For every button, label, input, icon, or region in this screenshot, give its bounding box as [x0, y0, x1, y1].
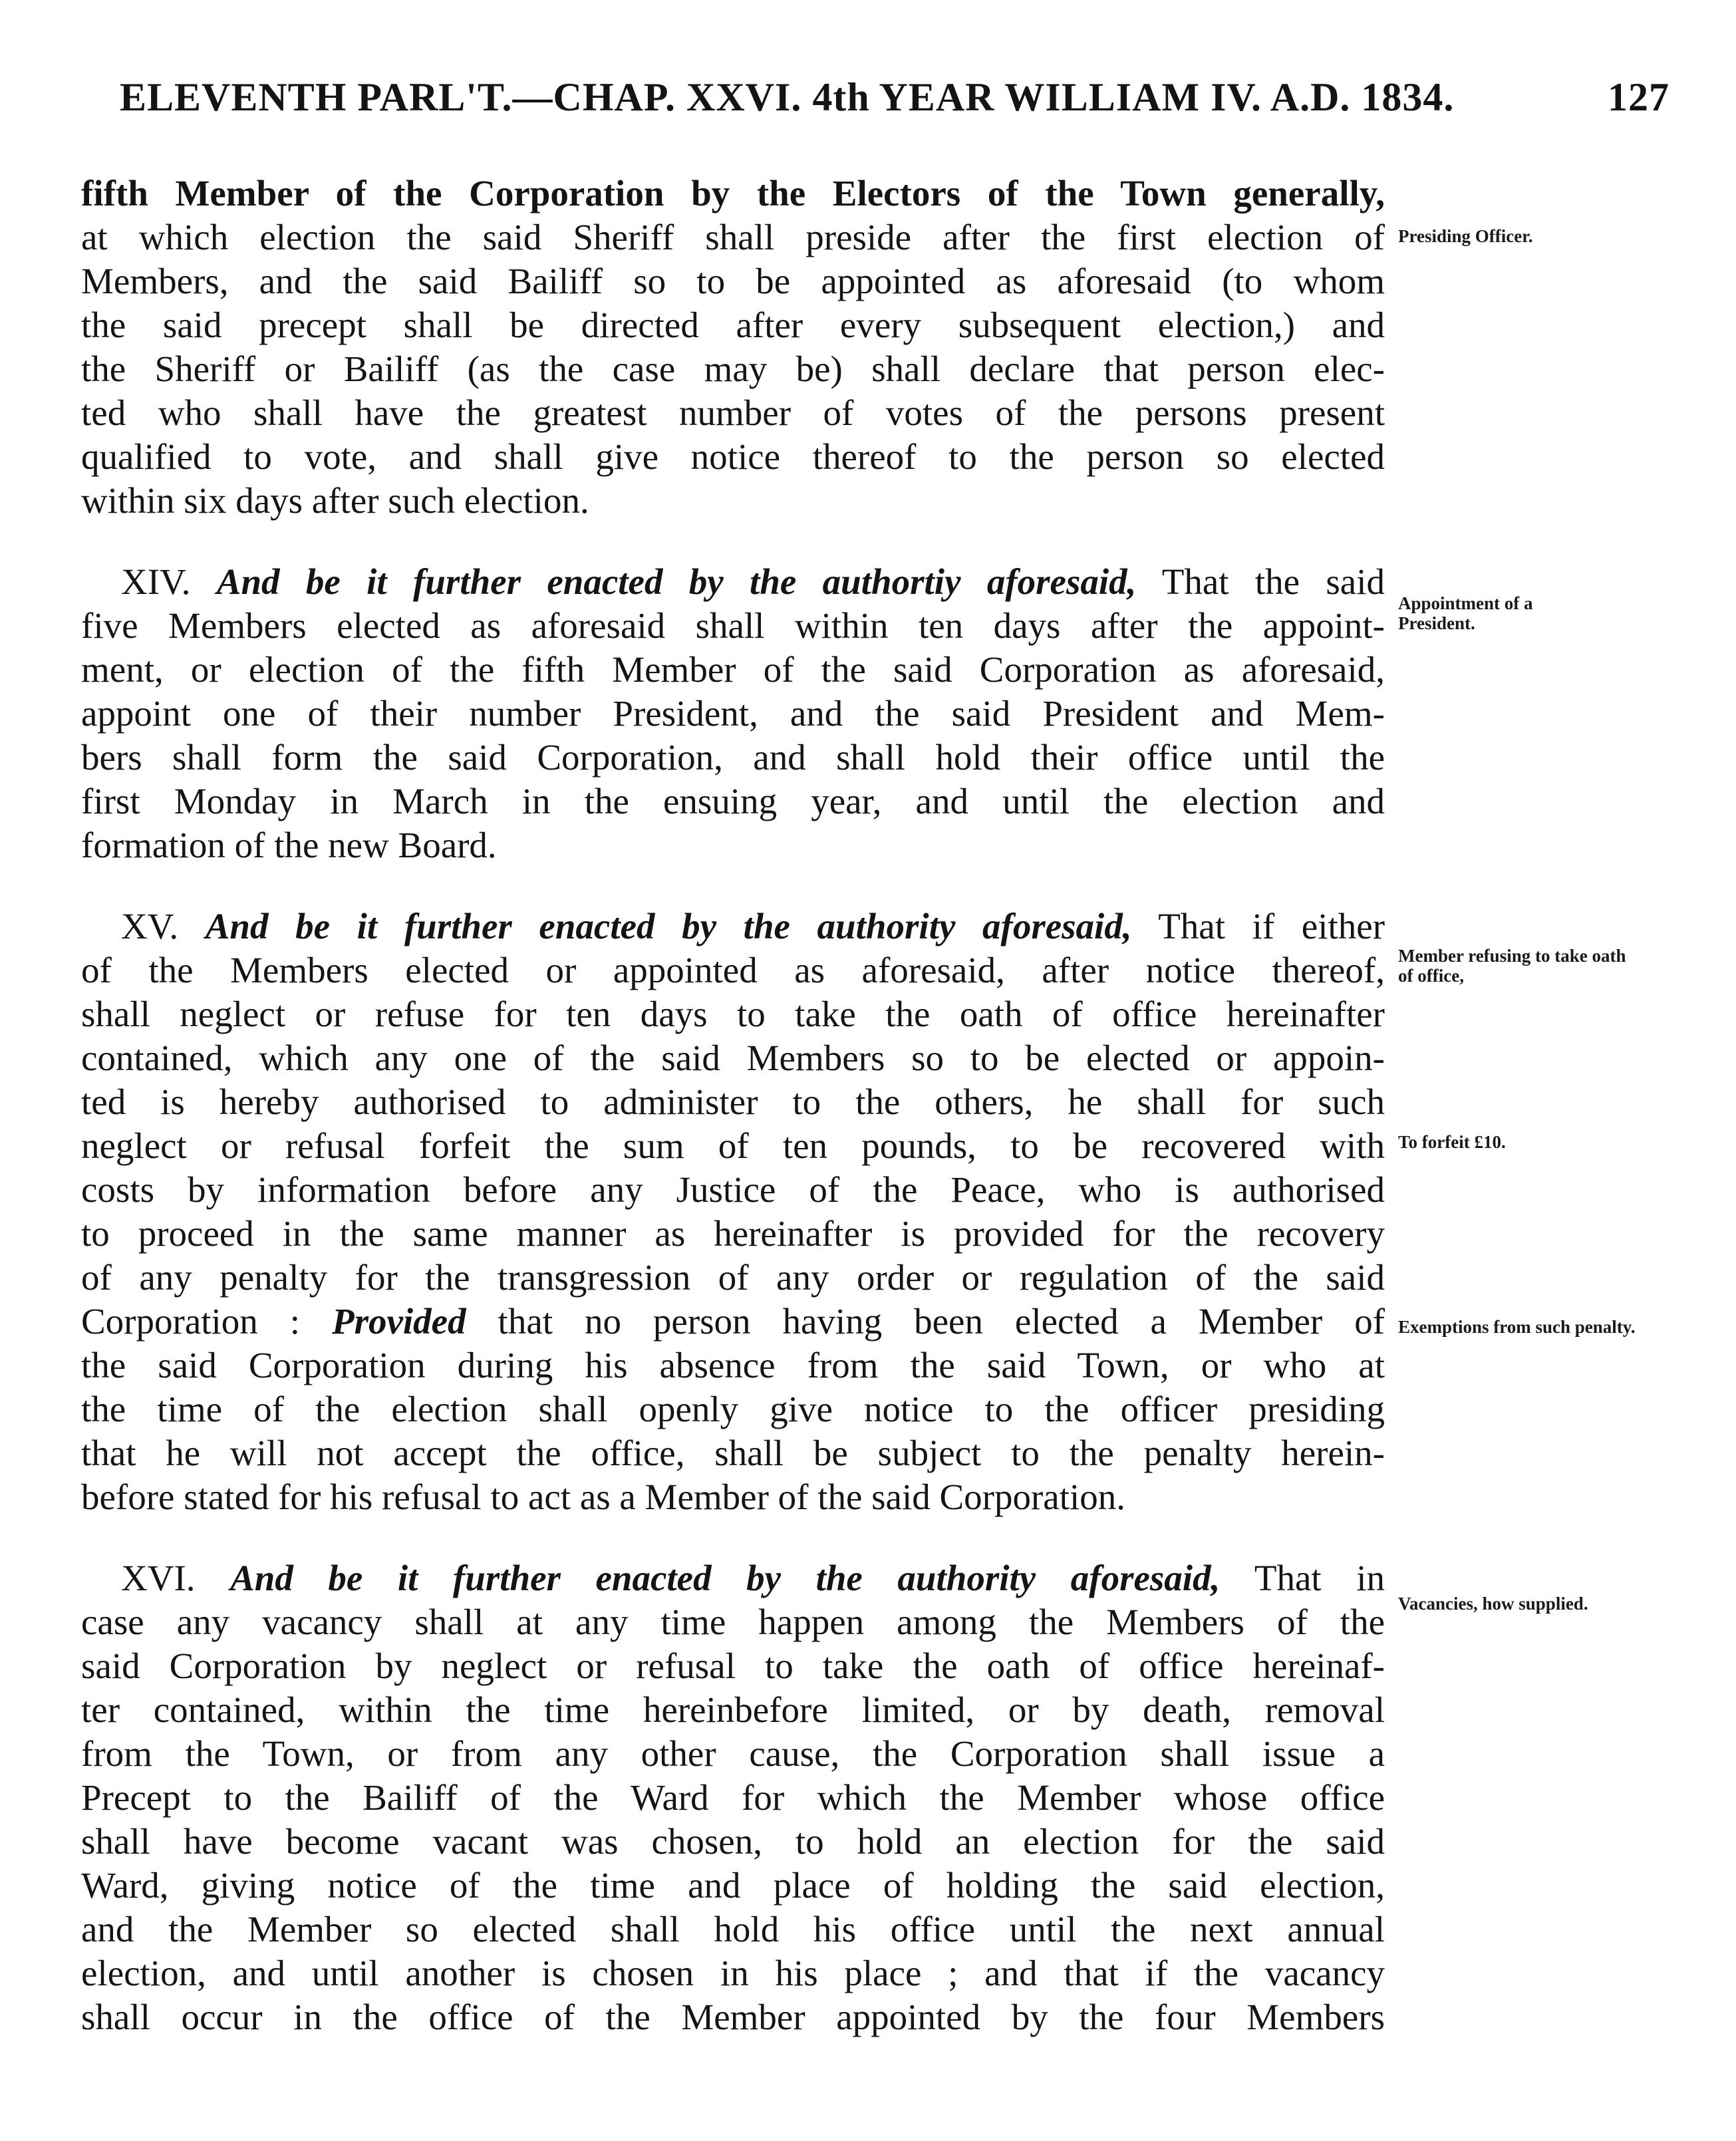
margin-note-presiding-officer: Presiding Officer.: [1398, 226, 1533, 246]
text-line: bers shall form the said Corporation, and shall hold their office until the: [81, 737, 1385, 778]
margin-note-forfeit: To forfeit £10.: [1398, 1132, 1506, 1152]
section-first-line: [81, 1556, 1385, 1600]
clause-text: Corporation :: [81, 1301, 301, 1342]
text-line: election, and until another is chosen in his place ; and that if the vacancy: [81, 1953, 1385, 1993]
proviso-word: Provided: [331, 1301, 466, 1342]
clause-text: That the said: [1161, 561, 1385, 602]
section-number: XV.: [121, 906, 179, 946]
text-line: costs by information before any Justice of the Peace, who is authorised: [81, 1169, 1385, 1210]
enacting-clause: And be it further enacted by the authority aforesaid,: [205, 906, 1132, 946]
text-line: and the Member so elected shall hold his office until the next annual: [81, 1909, 1385, 1949]
text-line: said Corporation by neglect or refusal to take the oath of office hereinaf-: [81, 1645, 1385, 1686]
text-line: five Members elected as aforesaid shall within ten days after the appoint-: [81, 605, 1385, 646]
text-line: first Monday in March in the ensuing year, and until the election and: [81, 781, 1385, 821]
text-line: ted who shall have the greatest number of votes of the persons present: [81, 392, 1385, 433]
clause-text: That if either: [1158, 906, 1385, 946]
margin-note-vacancies: Vacancies, how supplied.: [1398, 1594, 1588, 1614]
text-line: qualified to vote, and shall give notice thereof to the person so elected: [81, 436, 1385, 477]
section-number: XVI.: [121, 1558, 196, 1598]
page-header: [120, 74, 1669, 128]
text-line: from the Town, or from any other cause, the Corporation shall issue a: [81, 1733, 1385, 1774]
text-line: case any vacancy shall at any time happen among the Members of the: [81, 1602, 1385, 1642]
text-line: fifth Member of the Corporation by the Electors of the Town generally,: [81, 173, 1385, 214]
text-line: ted is hereby authorised to administer to the others, he shall for such: [81, 1081, 1385, 1122]
text-line: the said precept shall be directed after every subsequent election,) and: [81, 305, 1385, 345]
enacting-clause: And be it further enacted by the authority aforesaid,: [230, 1558, 1221, 1598]
text-line: shall have become vacant was chosen, to hold an election for the said: [81, 1821, 1385, 1862]
section-number: XIV.: [121, 561, 191, 602]
section-first-line: [81, 905, 1385, 948]
text-line: the said Corporation during his absence from the said Town, or who at: [81, 1345, 1385, 1385]
proviso-line: [81, 1300, 1385, 1344]
text-line: Ward, giving notice of the time and place of holding the said election,: [81, 1865, 1385, 1906]
text-line: contained, which any one of the said Members so to be elected or appoin-: [81, 1038, 1385, 1078]
enacting-clause: And be it further enacted by the authortiy aforesaid,: [216, 561, 1137, 602]
text-line: ter contained, within the time hereinbefore limited, or by death, removal: [81, 1689, 1385, 1730]
section-xvi: [81, 1556, 1385, 2039]
body-text: [81, 172, 1385, 2039]
text-line: before stated for his refusal to act as a Member of the said Corporation.: [81, 1477, 1126, 1517]
section-xv: [81, 905, 1385, 1519]
section-xiv: [81, 560, 1385, 867]
margin-note-refusing-oath: Member refusing to take oath of office,: [1398, 946, 1626, 986]
text-line: Precept to the Bailiff of the Ward for which the Member whose office: [81, 1777, 1385, 1818]
text-line: of any penalty for the transgression of any order or regulation of the said: [81, 1257, 1385, 1298]
paragraph-continued: [81, 172, 1385, 523]
text-line: the time of the election shall openly give notice to the officer presiding: [81, 1389, 1385, 1429]
page-number: 127: [1608, 75, 1669, 119]
text-line: ment, or election of the fifth Member of the said Corporation as aforesaid,: [81, 649, 1385, 690]
running-head: ELEVENTH PARL'T.—CHAP. XXVI. 4th YEAR WILLIAM IV. A.D. 1834.: [120, 75, 1455, 119]
text-line: appoint one of their number President, and the said President and Mem-: [81, 693, 1385, 734]
text-line: to proceed in the same manner as hereinafter is provided for the recovery: [81, 1213, 1385, 1254]
margin-note-president: Appointment of a President.: [1398, 593, 1533, 633]
text-line: that he will not accept the office, shall be subject to the penalty herein-: [81, 1433, 1385, 1473]
text-line: within six days after such election.: [81, 480, 589, 521]
margin-note-exemptions: Exemptions from such penalty.: [1398, 1317, 1636, 1337]
text-line: shall occur in the office of the Member appointed by the four Members: [81, 1997, 1385, 2037]
text-line: neglect or refusal forfeit the sum of ten pounds, to be recovered with: [81, 1125, 1385, 1166]
clause-text: that no person having been elected a Member of: [498, 1301, 1385, 1342]
clause-text: That in: [1254, 1558, 1385, 1598]
text-line: of the Members elected or appointed as aforesaid, after notice thereof,: [81, 950, 1385, 990]
text-line: formation of the new Board.: [81, 825, 497, 865]
section-first-line: [81, 560, 1385, 604]
text-line: at which election the said Sheriff shall preside after the first election of: [81, 217, 1385, 257]
text-line: shall neglect or refuse for ten days to take the oath of office hereinafter: [81, 994, 1385, 1034]
text-line: Members, and the said Bailiff so to be appointed as aforesaid (to whom: [81, 261, 1385, 301]
text-line: the Sheriff or Bailiff (as the case may be) shall declare that person elec-: [81, 349, 1385, 389]
